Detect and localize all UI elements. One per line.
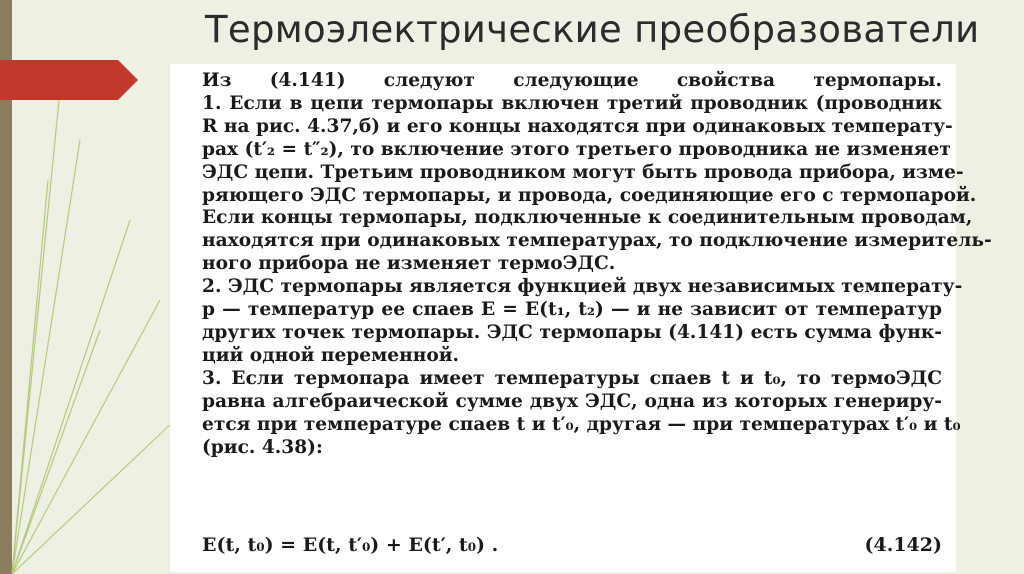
document-line: ряющего ЭДС термопары, и провода, соединяющие его с термопарой.: [202, 184, 977, 206]
document-line: Если концы термопары, подключенные к соединительным проводам,: [202, 207, 973, 229]
document-line: 1. Если в цепи термопары включен третий проводник (проводник: [202, 92, 942, 114]
document-line: ций одной переменной.: [202, 344, 459, 366]
slide-title: Термоэлектрические преобразователи: [205, 8, 980, 51]
document-line: р — температур ее спаев E = E(t₁, t₂) — и не зависит от температур: [202, 299, 942, 321]
scanned-document: [170, 64, 992, 572]
document-line: (рис. 4.38):: [202, 436, 323, 458]
red-arrow-shape: [0, 60, 138, 100]
formula: E(t, t₀) = E(t, t′₀) + E(t′, t₀) .: [202, 534, 499, 556]
document-line: ЭДС цепи. Третьим проводником могут быть провода прибора, изме-: [202, 161, 964, 183]
document-line: ного прибора не изменяет термоЭДС.: [202, 253, 616, 275]
document-line: Из (4.141) следуют следующие свойства термопары.: [202, 70, 942, 91]
document-line: находятся при одинаковых температурах, то подключение измеритель-: [202, 230, 992, 252]
document-line: R на рис. 4.37,б) и его концы находятся при одинаковых температу-: [202, 115, 953, 137]
document-line: 2. ЭДС термопары является функцией двух независимых температу-: [202, 276, 963, 298]
document-line: 3. Если термопара имеет температуры спаев t и t₀, то термоЭДС: [202, 367, 942, 389]
formula-number: (4.142): [864, 534, 942, 556]
document-line: равна алгебраической сумме двух ЭДС, одна из которых генериру-: [202, 390, 942, 412]
document-line: рах (t′₂ = t″₂), то включение этого третьего проводника не изменяет: [202, 138, 951, 160]
formula-row: [202, 534, 942, 557]
document-line: ется при температуре спаев t и t′₀, другая — при температурах t′₀ и t₀: [202, 413, 961, 435]
document-line: других точек термопары. ЭДС термопары (4.141) есть сумма функ-: [202, 321, 942, 343]
